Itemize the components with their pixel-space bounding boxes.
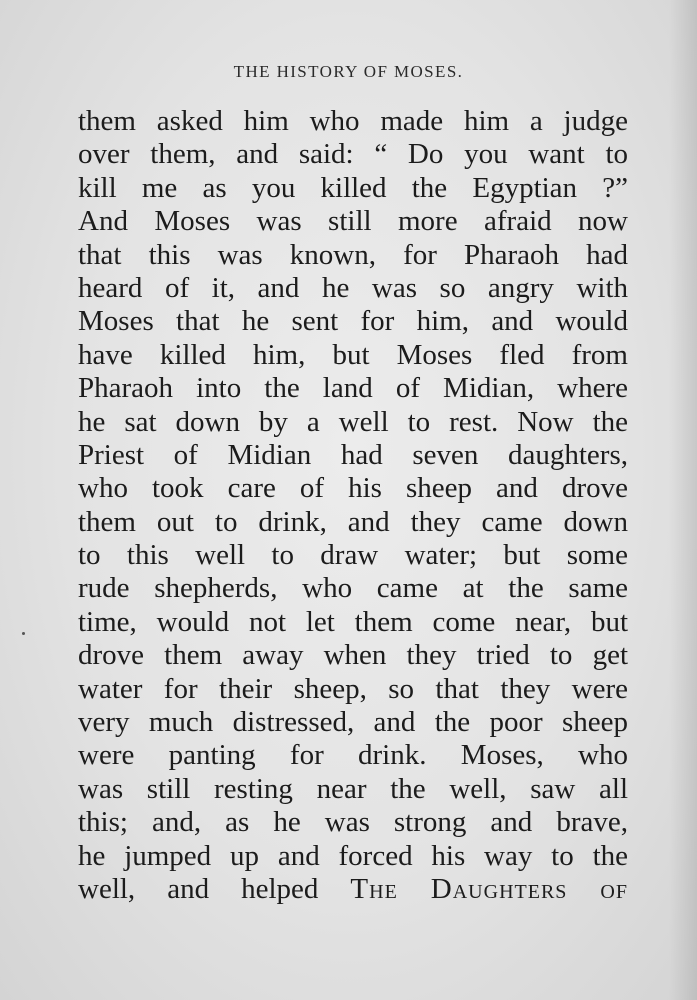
page-edge-shadow xyxy=(669,0,697,1000)
text-line: he jumped up and forced his way to the xyxy=(78,839,628,872)
last-line-text: well, and helped xyxy=(78,872,319,905)
text-line: And Moses was still more afraid now xyxy=(78,205,628,238)
body-text xyxy=(78,105,628,906)
text-line: heard of it, and he was so angry with xyxy=(78,271,628,304)
text-line: time, would not let them come near, but xyxy=(78,605,628,638)
text-line: rude shepherds, who came at the same xyxy=(78,572,628,605)
text-line: to this well to draw water; but some xyxy=(78,539,628,572)
text-line: them asked him who made him a judge xyxy=(78,105,628,137)
text-line-last xyxy=(78,873,628,906)
text-line: kill me as you killed the Egyptian ?” xyxy=(78,171,628,204)
text-line: Priest of Midian had seven daughters, xyxy=(78,438,628,471)
text-line: drove them away when they tried to get xyxy=(78,639,628,672)
text-line: very much distressed, and the poor sheep xyxy=(78,706,628,739)
last-line-small-caps: The Daughters of xyxy=(350,872,628,905)
text-line: were panting for drink. Moses, who xyxy=(78,739,628,772)
text-line: Moses that he sent for him, and would xyxy=(78,305,628,338)
text-line: that this was known, for Pharaoh had xyxy=(78,238,628,271)
text-line: who took care of his sheep and drove xyxy=(78,472,628,505)
text-line: Pharaoh into the land of Midian, where xyxy=(78,372,628,405)
text-line: over them, and said: “ Do you want to xyxy=(78,138,628,171)
text-line: was still resting near the well, saw all xyxy=(78,772,628,805)
text-line: them out to drink, and they came down xyxy=(78,505,628,538)
text-line: have killed him, but Moses fled from xyxy=(78,338,628,371)
margin-speck xyxy=(22,632,25,635)
text-line: he sat down by a well to rest. Now the xyxy=(78,405,628,438)
running-head: THE HISTORY OF MOSES. xyxy=(233,62,464,81)
text-line: water for their sheep, so that they were xyxy=(78,672,628,705)
text-line: this; and, as he was strong and brave, xyxy=(78,806,628,839)
